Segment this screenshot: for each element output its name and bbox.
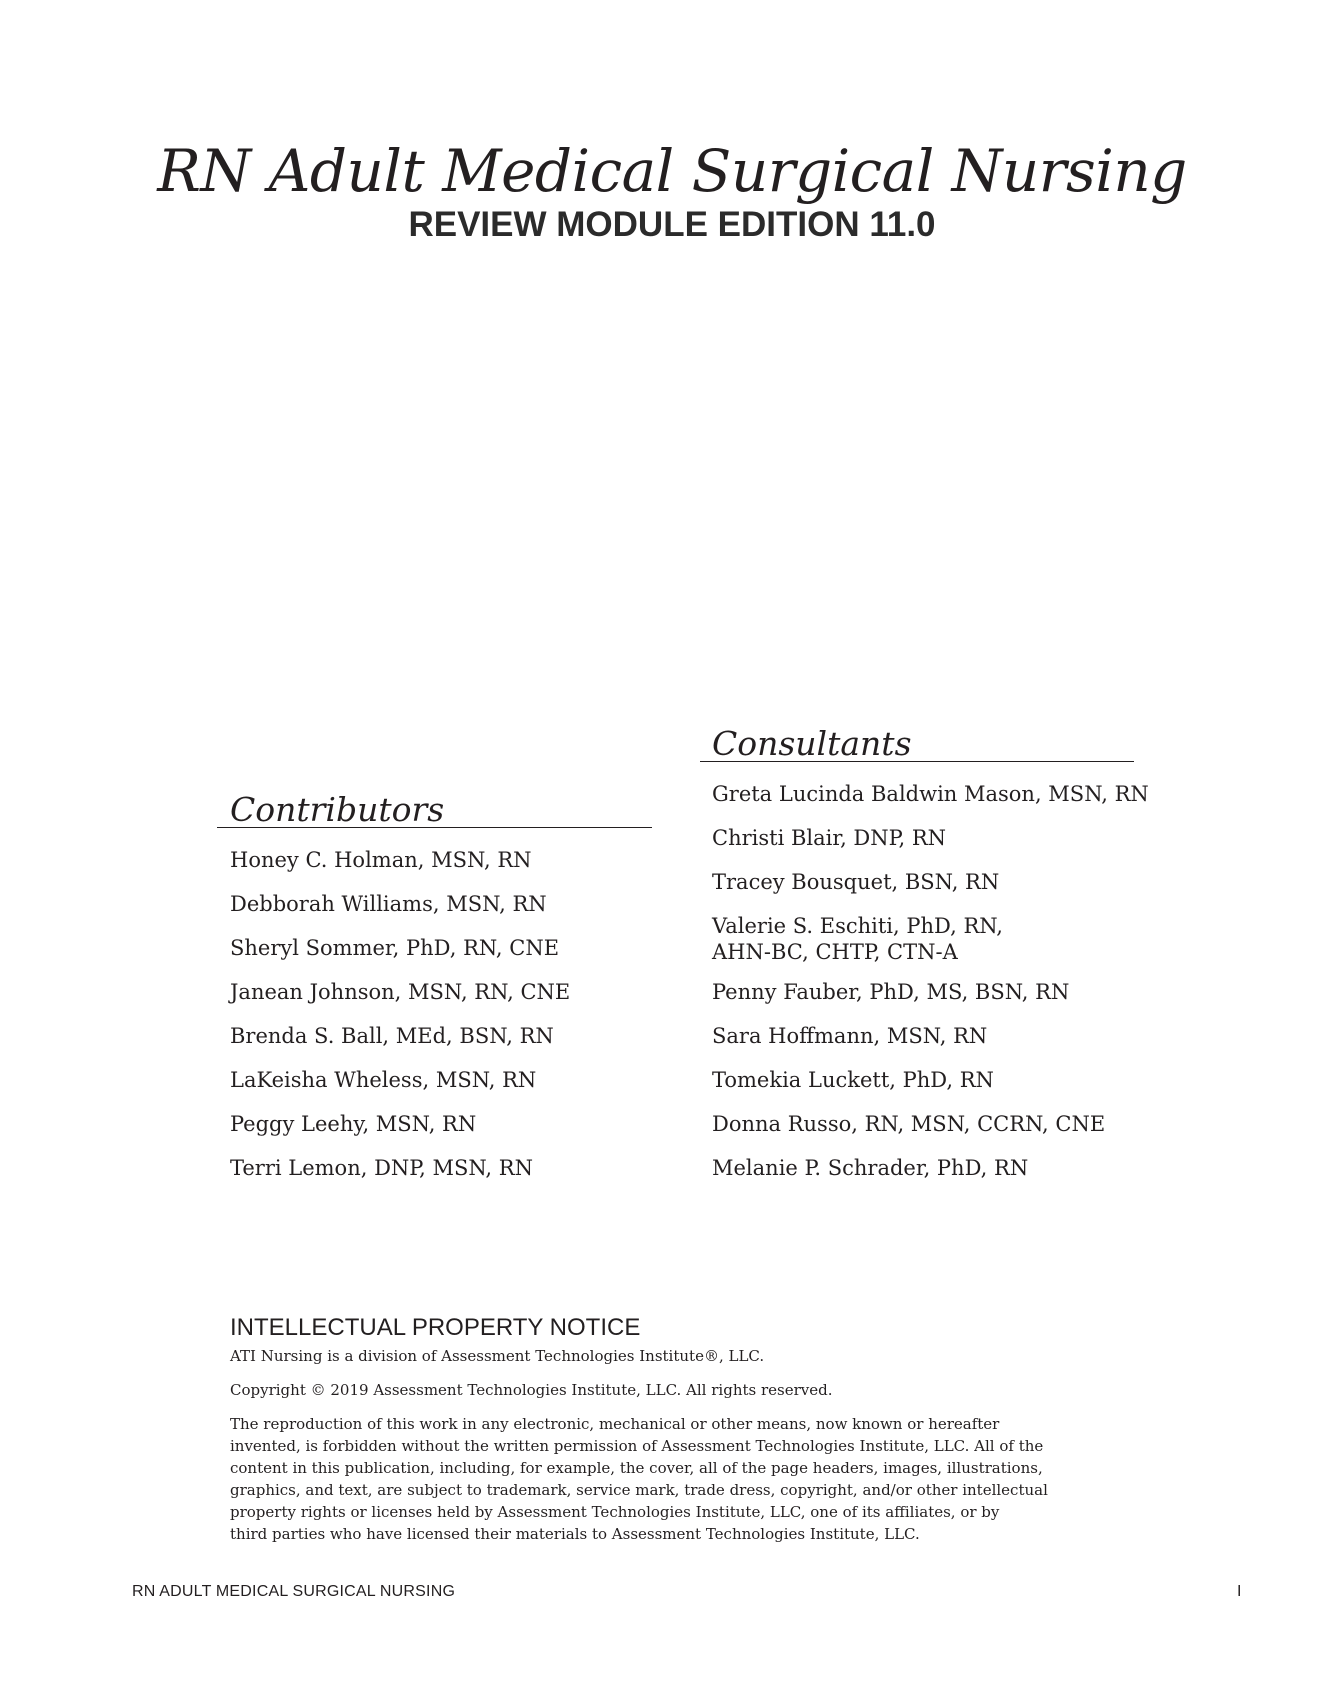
consultants-divider [700, 761, 1134, 762]
footer-running-title: RN ADULT MEDICAL SURGICAL NURSING [132, 1583, 456, 1600]
ip-notice-paragraph [230, 1413, 1048, 1545]
page-title: RN Adult Medical Surgical Nursing [157, 137, 1187, 205]
consultant-name: Donna Russo, RN, MSN, CCRN, CNE [712, 1112, 1106, 1136]
ip-notice-division-statement: ATI Nursing is a division of Assessment Technologies Institute®, LLC. [230, 1347, 765, 1365]
ip-notice-paragraph-line: invented, is forbidden without the written permission of Assessment Technologies Institute, LLC. All of the [230, 1437, 1044, 1455]
consultant-name: Greta Lucinda Baldwin Mason, MSN, RN [712, 782, 1149, 806]
consultant-name: Melanie P. Schrader, PhD, RN [712, 1156, 1029, 1180]
edition-subtitle: REVIEW MODULE EDITION 11.0 [408, 205, 936, 244]
ip-notice-heading: INTELLECTUAL PROPERTY NOTICE [230, 1314, 641, 1341]
contributor-name: Janean Johnson, MSN, RN, CNE [230, 980, 571, 1004]
consultant-name: Christi Blair, DNP, RN [712, 826, 947, 850]
consultant-name: Tracey Bousquet, BSN, RN [712, 870, 1000, 894]
ip-notice-copyright: Copyright © 2019 Assessment Technologies Institute, LLC. All rights reserved. [230, 1381, 833, 1399]
contributor-name: Debborah Williams, MSN, RN [230, 892, 547, 916]
consultant-credentials-continuation: AHN-BC, CHTP, CTN-A [712, 940, 958, 964]
consultant-name: Sara Hoffmann, MSN, RN [712, 1024, 988, 1048]
ip-notice-paragraph-line: content in this publication, including, for example, the cover, all of the page headers, images, illustrations, [230, 1459, 1043, 1477]
consultants-heading: Consultants [712, 724, 912, 763]
contributors-divider [217, 827, 652, 828]
contributor-name: Peggy Leehy, MSN, RN [230, 1112, 477, 1136]
consultant-name: Tomekia Luckett, PhD, RN [712, 1068, 994, 1092]
contributors-heading: Contributors [230, 790, 445, 829]
contributor-name: Sheryl Sommer, PhD, RN, CNE [230, 936, 560, 960]
consultant-name: Penny Fauber, PhD, MS, BSN, RN [712, 980, 1070, 1004]
ip-notice-paragraph-line: The reproduction of this work in any electronic, mechanical or other means, now known or hereafter [230, 1415, 1000, 1433]
consultants-list [712, 781, 1149, 1199]
contributors-list [230, 847, 570, 1199]
ip-notice-paragraph-line: third parties who have licensed their materials to Assessment Technologies Institute, LLC. [230, 1525, 920, 1543]
contributor-name: LaKeisha Wheless, MSN, RN [230, 1068, 537, 1092]
consultant-name: Valerie S. Eschiti, PhD, RN, [712, 914, 1003, 938]
consultant-name-multiline [712, 913, 1149, 979]
contributor-name: Honey C. Holman, MSN, RN [230, 848, 532, 872]
contributor-name: Brenda S. Ball, MEd, BSN, RN [230, 1024, 554, 1048]
contributor-name: Terri Lemon, DNP, MSN, RN [230, 1156, 533, 1180]
footer-page-number: I [1237, 1583, 1242, 1600]
ip-notice-paragraph-line: graphics, and text, are subject to trademark, service mark, trade dress, copyright, and/or other intellectual [230, 1481, 1048, 1499]
ip-notice-paragraph-line: property rights or licenses held by Assessment Technologies Institute, LLC, one of its affiliates, or by [230, 1503, 1000, 1521]
